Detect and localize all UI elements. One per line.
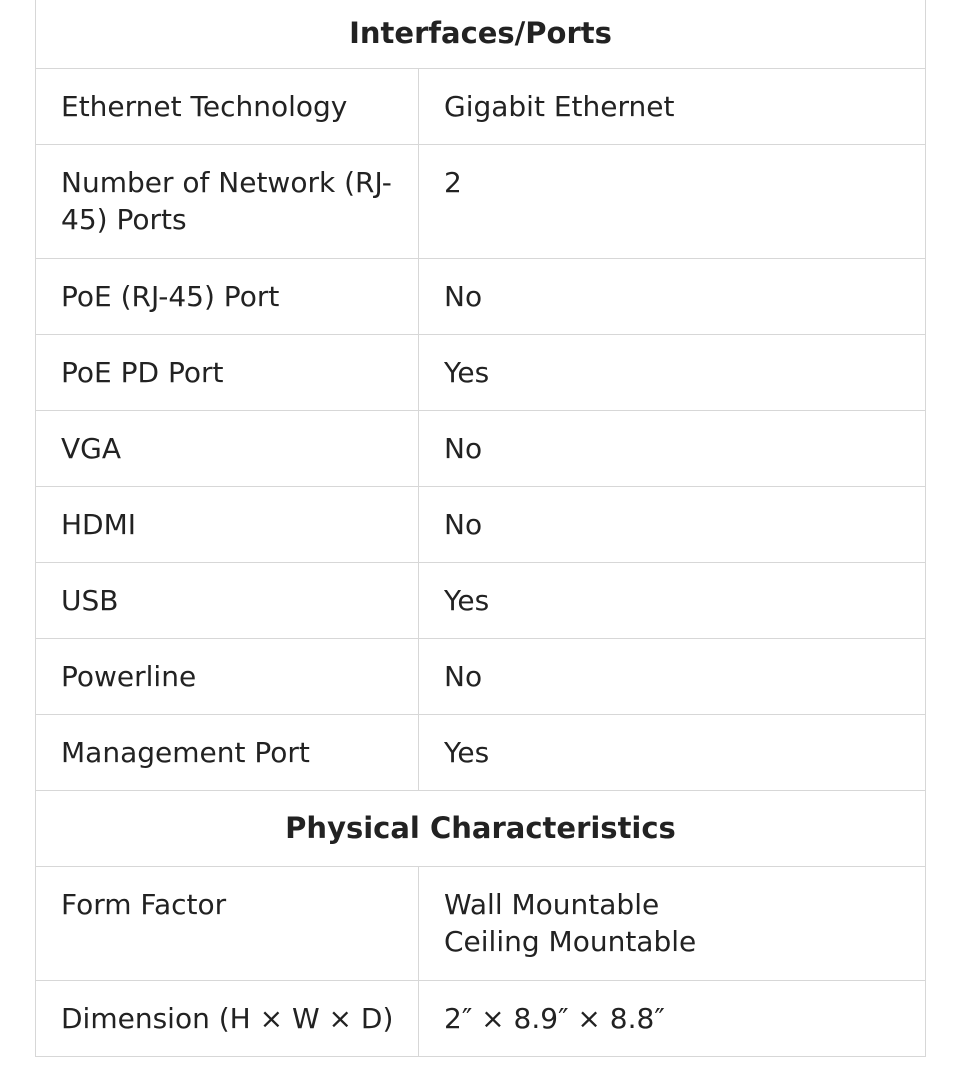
table-row <box>36 69 926 145</box>
section-header-row <box>36 0 926 69</box>
spec-value: Yes <box>419 715 926 791</box>
spec-value: No <box>419 259 926 335</box>
table-row <box>36 487 926 563</box>
section-heading: Interfaces/Ports <box>349 16 612 50</box>
spec-value: Yes <box>419 563 926 639</box>
spec-value: No <box>419 487 926 563</box>
spec-value-line: Ceiling Mountable <box>444 925 697 958</box>
spec-value: Yes <box>419 335 926 411</box>
table-row <box>36 981 926 1057</box>
spec-label: VGA <box>36 411 419 487</box>
table-row <box>36 259 926 335</box>
spec-label: Dimension (H × W × D) <box>36 981 419 1057</box>
spec-label: Management Port <box>36 715 419 791</box>
section-heading-cell <box>36 791 926 867</box>
table-row <box>36 867 926 981</box>
spec-label: PoE PD Port <box>36 335 419 411</box>
spec-label: PoE (RJ-45) Port <box>36 259 419 335</box>
spec-value: No <box>419 639 926 715</box>
spec-label: Number of Network (RJ-45) Ports <box>36 145 419 259</box>
spec-value: Gigabit Ethernet <box>419 69 926 145</box>
table-row <box>36 411 926 487</box>
spec-label: Powerline <box>36 639 419 715</box>
spec-label: HDMI <box>36 487 419 563</box>
spec-label: Form Factor <box>36 867 419 981</box>
section-header-row <box>36 791 926 867</box>
table-row <box>36 715 926 791</box>
spec-label: Ethernet Technology <box>36 69 419 145</box>
table-row <box>36 145 926 259</box>
spec-value-line: Wall Mountable <box>444 888 660 921</box>
spec-label: USB <box>36 563 419 639</box>
table-row <box>36 335 926 411</box>
spec-value: No <box>419 411 926 487</box>
spec-value: 2″ × 8.9″ × 8.8″ <box>419 981 926 1057</box>
table-row <box>36 563 926 639</box>
spec-value: 2 <box>419 145 926 259</box>
spec-value <box>419 867 926 981</box>
section-heading: Physical Characteristics <box>285 811 676 845</box>
specifications-table <box>35 0 926 1057</box>
section-heading-cell <box>36 0 926 69</box>
table-row <box>36 639 926 715</box>
